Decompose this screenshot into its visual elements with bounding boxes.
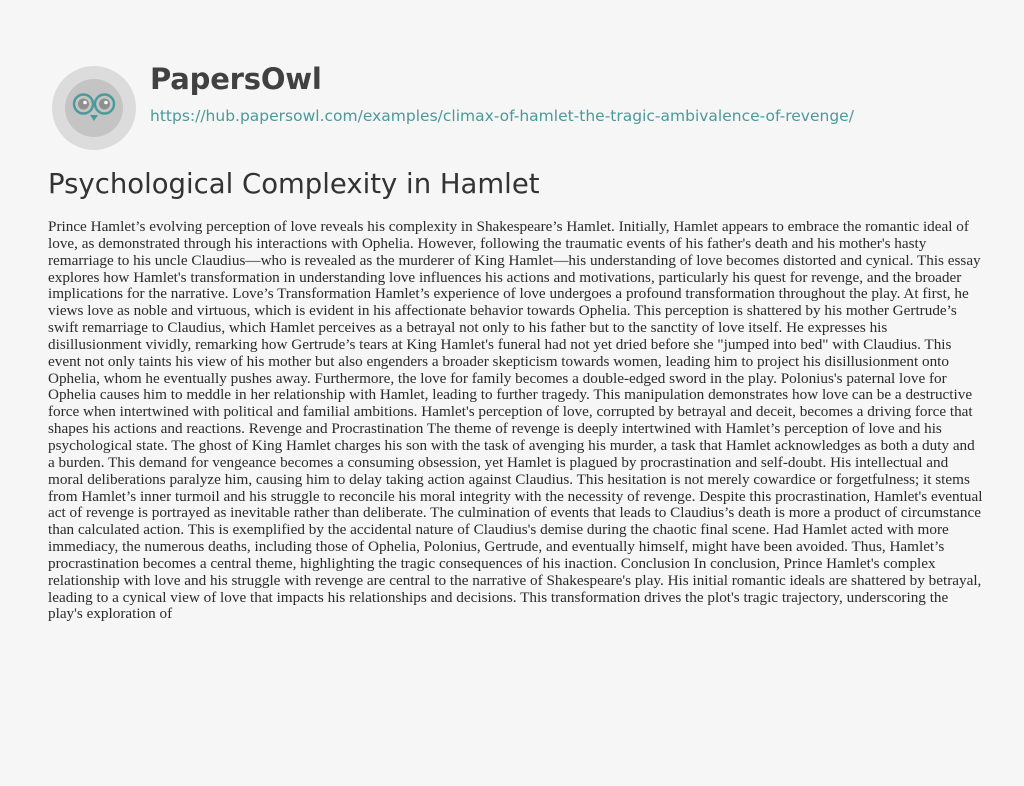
site-header bbox=[48, 46, 988, 136]
owl-logo-icon[interactable] bbox=[48, 62, 140, 154]
document-title: Psychological Complexity in Hamlet bbox=[48, 168, 540, 200]
source-url-link[interactable]: https://hub.papersowl.com/examples/climax-of-hamlet-the-tragic-ambivalence-of-revenge/ bbox=[150, 107, 854, 125]
brand-name[interactable]: PapersOwl bbox=[150, 62, 322, 96]
essay-body: Prince Hamlet’s evolving perception of love reveals his complexity in Shakespeare’s Hamlet. Initially, Hamlet appears to embrace the romantic ideal of love, as demonstrated through his interactions with Ophelia. However, following the traumatic events of his father's death and his mother's hasty remarriage to his uncle Claudius—who is revealed as the murderer of King Hamlet—his understanding of love becomes distorted and cynical. This essay explores how Hamlet's transformation in understanding love influences his actions and motivations, particularly his quest for revenge, and the broader implications for the narrative. Love’s Transformation Hamlet’s experience of love undergoes a profound transformation throughout the play. At first, he views love as noble and virtuous, which is evident in his affectionate behavior towards Ophelia. This perception is shattered by his mother Gertrude’s swift remarriage to Claudius, which Hamlet perceives as a betrayal not only to his father but to the sanctity of love itself. He expresses his disillusionment vividly, remarking how Gertrude’s tears at King Hamlet's funeral had not yet dried before she "jumped into bed" with Claudius. This event not only taints his view of his mother but also engenders a broader skepticism towards women, leading him to project his disillusionment onto Ophelia, whom he eventually pushes away. Furthermore, the love for family becomes a double-edged sword in the play. Polonius's paternal love for Ophelia causes him to meddle in her relationship with Hamlet, leading to further tragedy. This manipulation demonstrates how love can be a destructive force when intertwined with political and familial ambitions. Hamlet's perception of love, corrupted by betrayal and deceit, becomes a driving force that shapes his actions and reactions. Revenge and Procrastination The theme of revenge is deeply intertwined with Hamlet’s perception of love and his psychological state. The ghost of King Hamlet charges his son with the task of avenging his murder, a task that Hamlet acknowledges as both a duty and a burden. This demand for vengeance becomes a consuming obsession, yet Hamlet is plagued by procrastination and self-doubt. His intellectual and moral deliberations paralyze him, causing him to delay taking action against Claudius. This hesitation is not merely cowardice or forgetfulness; it stems from Hamlet’s inner turmoil and his struggle to reconcile his moral integrity with the necessity of revenge. Despite this procrastination, Hamlet's eventual act of revenge is portrayed as inevitable rather than deliberate. The culmination of events that leads to Claudius’s death is more a product of circumstance than calculated action. This is exemplified by the accidental nature of Claudius's demise during the chaotic final scene. Had Hamlet acted with more immediacy, the numerous deaths, including those of Ophelia, Polonius, Gertrude, and eventually himself, might have been avoided. Thus, Hamlet’s procrastination becomes a central theme, highlighting the tragic consequences of his inaction. Conclusion In conclusion, Prince Hamlet's complex relationship with love and his struggle with revenge are central to the narrative of Shakespeare's play. His initial romantic ideals are shattered by betrayal, leading to a cynical view of love that impacts his relationships and decisions. This transformation drives the plot's tragic trajectory, underscoring the play's exploration of bbox=[48, 218, 983, 623]
